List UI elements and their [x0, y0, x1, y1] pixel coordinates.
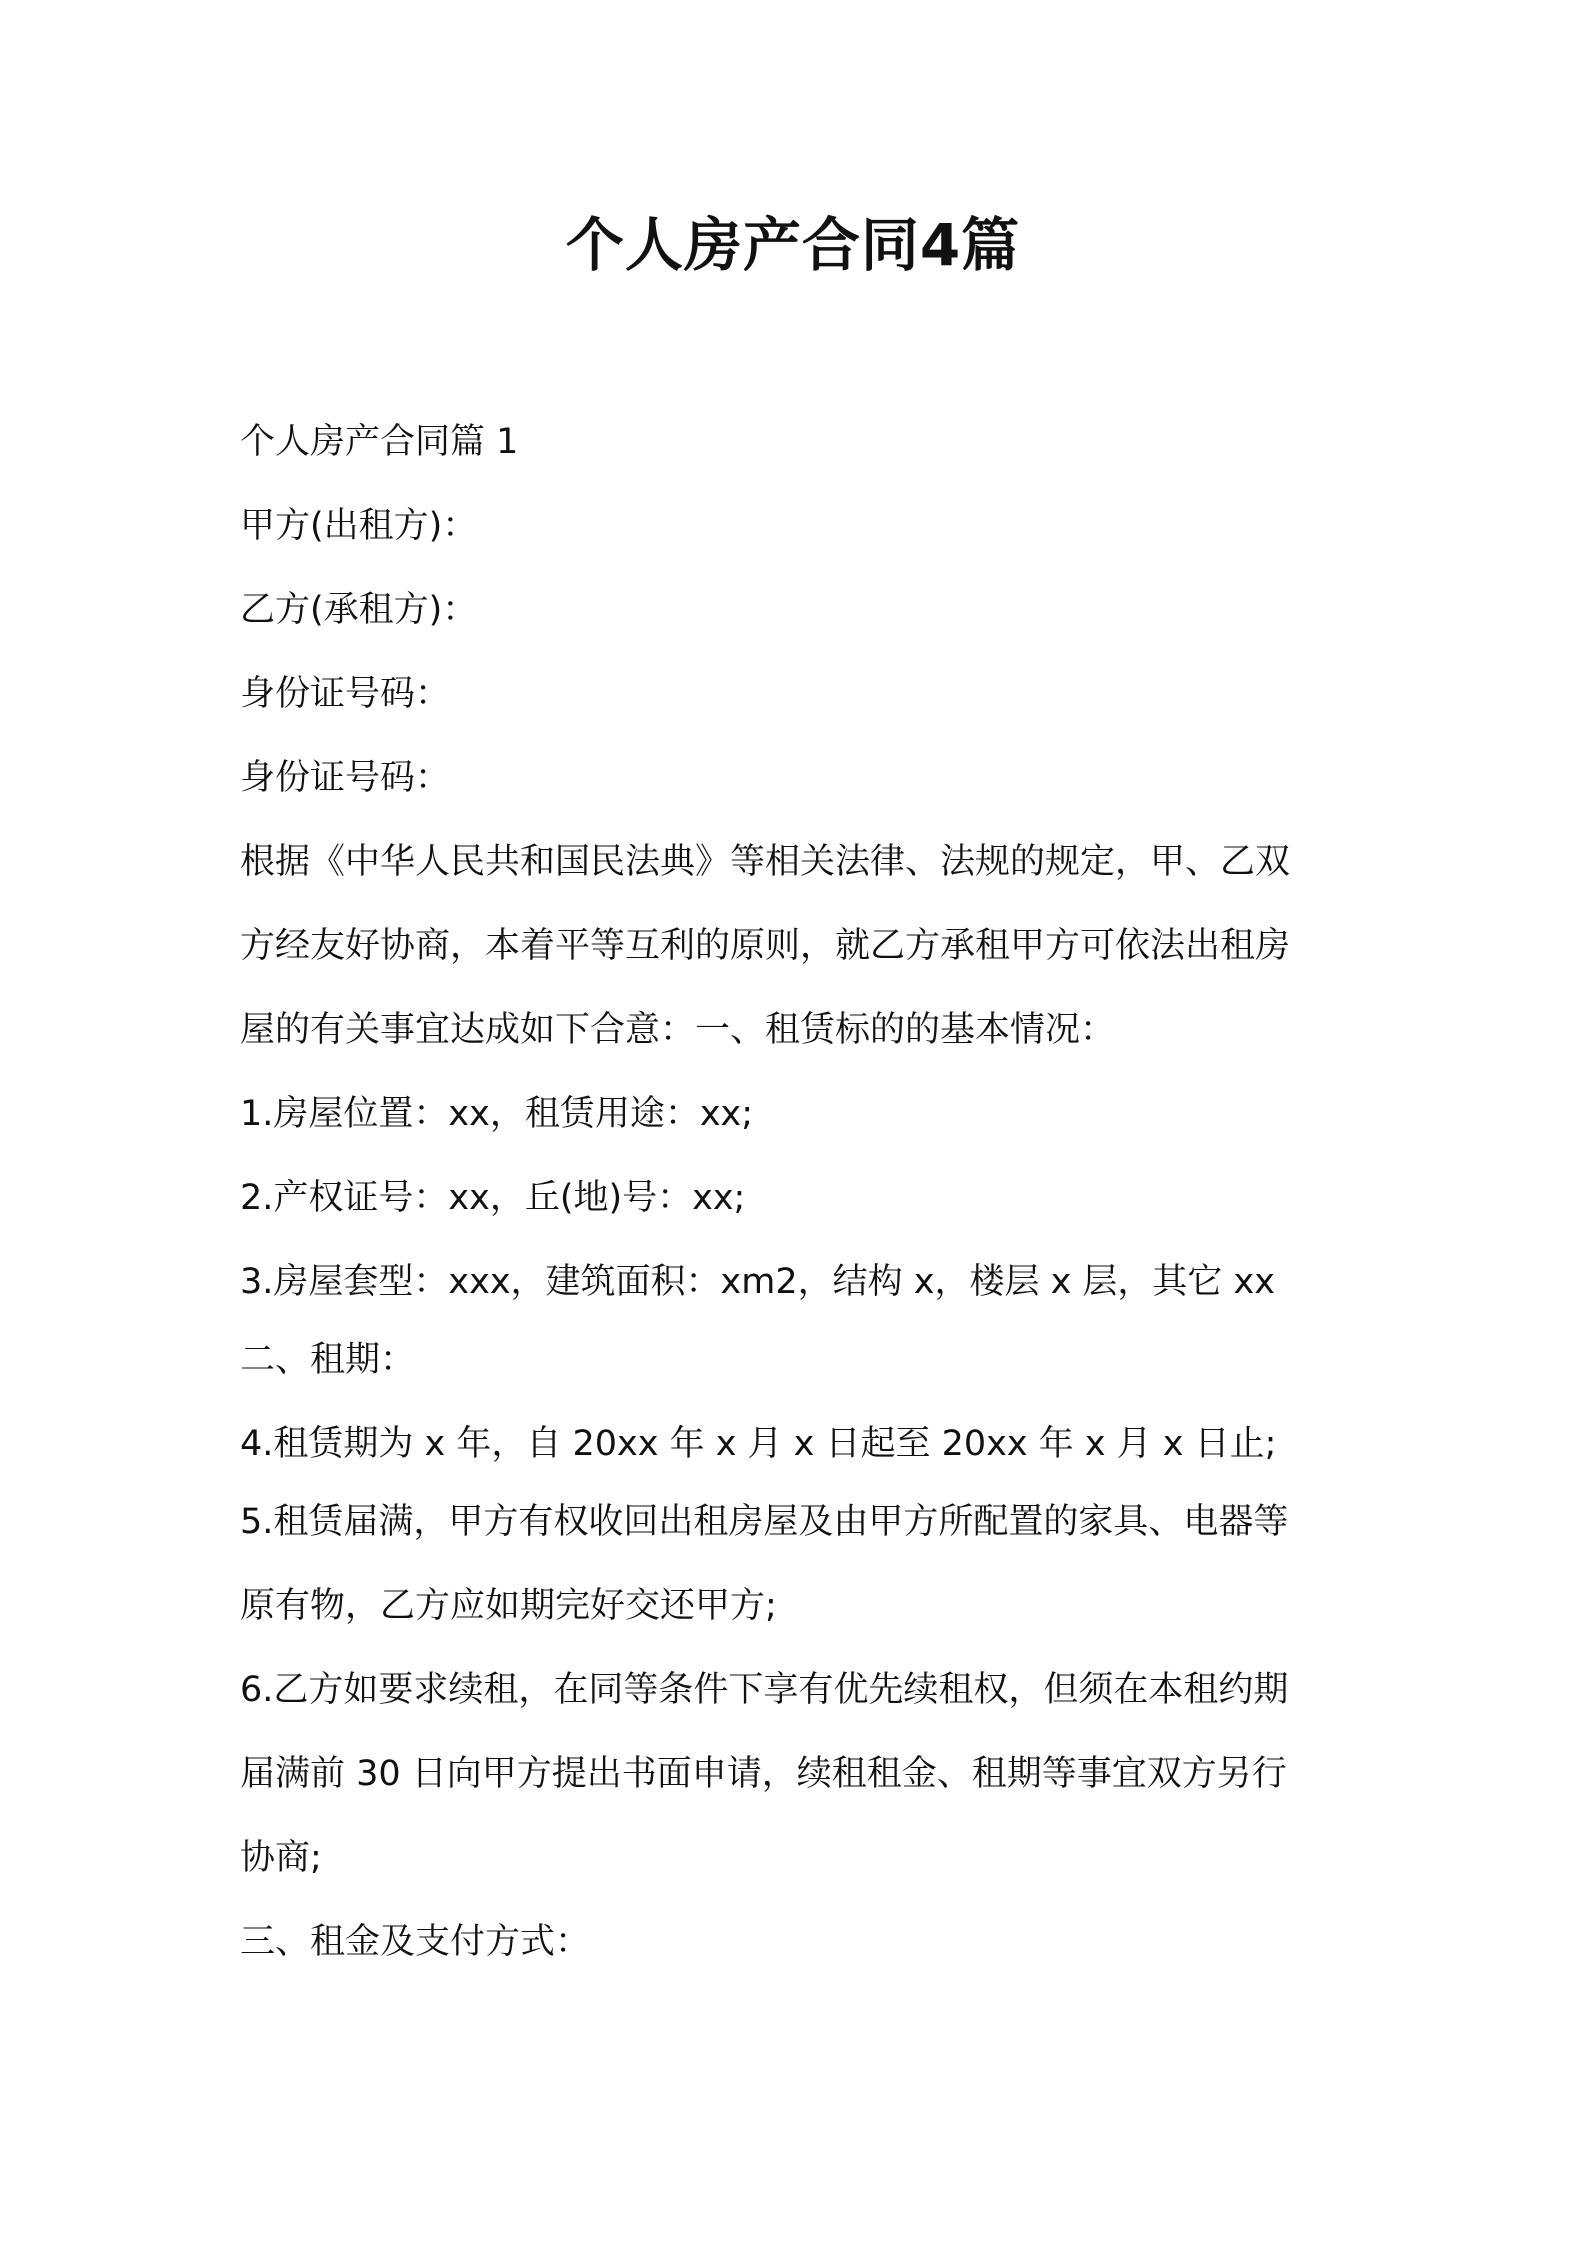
- clause-line: 协商;: [240, 1838, 322, 1878]
- document-title: 个人房产合同4篇: [565, 211, 1021, 279]
- clause-line: 1.房屋位置：xx，租赁用途：xx;: [240, 1094, 754, 1134]
- id-number-line: 身份证号码：: [240, 674, 451, 714]
- clause-line: 5.租赁届满，甲方有权收回出租房屋及由甲方所配置的家具、电器等: [240, 1502, 1289, 1542]
- clause-line: 6.乙方如要求续租，在同等条件下享有优先续租权，但须在本租约期: [240, 1670, 1289, 1710]
- id-number-line: 身份证号码：: [240, 758, 451, 798]
- paragraph-line: 方经友好协商，本着平等互利的原则，就乙方承租甲方可依法出租房: [240, 926, 1291, 966]
- clause-line: 原有物，乙方应如期完好交还甲方;: [240, 1586, 777, 1626]
- section-heading: 二、租期：: [240, 1340, 416, 1380]
- clause-line: 4.租赁期为 x 年，自 20xx 年 x 月 x 日起至 20xx 年 x 月 x 日止;: [240, 1424, 1277, 1464]
- clause-line: 3.房屋套型：xxx，建筑面积：xm2，结构 x，楼层 x 层，其它 xx: [240, 1262, 1275, 1302]
- section-heading: 三、租金及支付方式：: [240, 1922, 591, 1962]
- party-a-line: 甲方(出租方)：: [240, 506, 478, 546]
- section-heading: 个人房产合同篇 1: [240, 422, 519, 462]
- paragraph-line: 屋的有关事宜达成如下合意：一、租赁标的的基本情况：: [240, 1010, 1116, 1050]
- clause-line: 届满前 30 日向甲方提出书面申请，续租租金、租期等事宜双方另行: [240, 1754, 1287, 1794]
- paragraph-line: 根据《中华人民共和国民法典》等相关法律、法规的规定，甲、乙双: [240, 842, 1291, 882]
- clause-line: 2.产权证号：xx，丘(地)号：xx;: [240, 1178, 746, 1218]
- party-b-line: 乙方(承租方)：: [240, 590, 478, 630]
- document-body: [240, 400, 1355, 1984]
